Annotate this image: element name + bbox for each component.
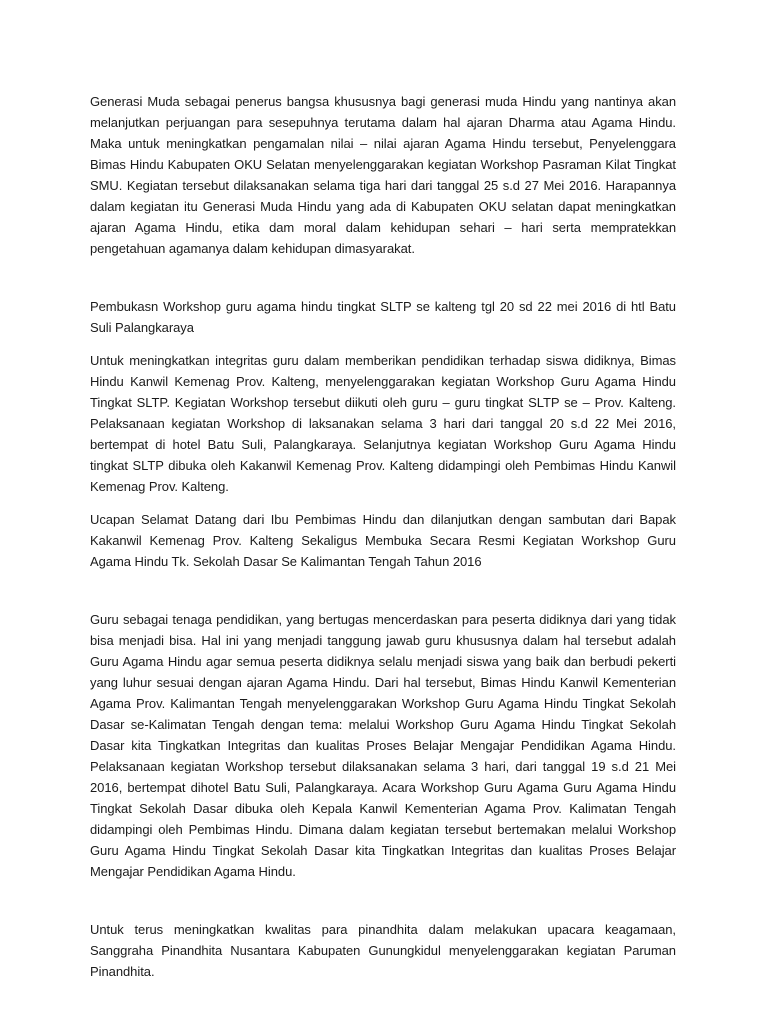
paragraph-spacer bbox=[90, 572, 676, 609]
paragraph-spacer bbox=[90, 882, 676, 919]
paragraph-integritas-guru: Untuk meningkatkan integritas guru dalam memberikan pendidikan terhadap siswa didiknya, Bimas Hindu Kanwil Kemenag Prov. Kalteng, menyelenggarakan kegiatan Workshop Guru Agama Hindu Tingkat SLTP. Kegiatan Workshop tersebut diikuti oleh guru – guru tingkat SLTP se – Prov. Kalteng. Pelaksanaan kegiatan Workshop di laksanakan selama 3 hari dari tanggal 20 s.d 22 Mei 2016, bertempat di hotel Batu Suli, Palangkaraya. Selanjutnya kegiatan Workshop Guru Agama Hindu tingkat SLTP dibuka oleh Kakanwil Kemenag Prov. Kalteng didampingi oleh Pembimas Hindu Kanwil Kemenag Prov. Kalteng. bbox=[90, 353, 676, 494]
paragraph-spacer bbox=[90, 497, 676, 509]
paragraph-guru-tenaga-pendidikan: Guru sebagai tenaga pendidikan, yang bertugas mencerdaskan para peserta didiknya dari yang tidak bisa menjadi bisa. Hal ini yang menjadi tanggung jawab guru khususnya dalam hal tersebut adalah Guru Agama Hindu agar semua peserta didiknya selalu menjadi siswa yang baik dan berbudi pekerti yang luhur sesuai dengan ajaran Agama Hindu. Dari hal tersebut, Bimas Hindu Kanwil Kementerian Agama Prov. Kalimantan Tengah menyelenggarakan Workshop Guru Agama Hindu Tingkat Sekolah Dasar se-Kalimatan Tengah dengan tema: melalui Workshop Guru Agama Hindu Tingkat Sekolah Dasar kita Tingkatkan Integritas dan kualitas Proses Belajar Mengajar Pendidikan Agama Hindu. Pelaksanaan kegiatan Workshop tersebut dilaksanakan selama 3 hari, dari tanggal 19 s.d 21 Mei 2016, bertempat dihotel Batu Suli, Palangkaraya. Acara Workshop Guru Agama Guru Agama Hindu Tingkat Sekolah Dasar dibuka oleh Kepala Kanwil Kementerian Agama Prov. Kalimatan Tengah didampingi oleh Pembimas Hindu. Dimana dalam kegiatan tersebut bertemakan melalui Workshop Guru Agama Hindu Tingkat Sekolah Dasar kita Tingkatkan Integritas dan kualitas Proses Belajar Mengajar Pendidikan Agama Hindu. bbox=[90, 612, 676, 879]
paragraph-pinandhita: Untuk terus meningkatkan kwalitas para pinandhita dalam melakukan upacara keagamaan, Sanggraha Pinandhita Nusantara Kabupaten Gunungkidul menyelenggarakan kegiatan Paruman Pinandhita. bbox=[90, 922, 676, 979]
paragraph-generasi-muda: Generasi Muda sebagai penerus bangsa khususnya bagi generasi muda Hindu yang nantinya akan melanjutkan perjuangan para sesepuhnya terutama dalam hal ajaran Dharma atau Agama Hindu. Maka untuk meningkatkan pengamalan nilai – nilai ajaran Agama Hindu tersebut, Penyelenggara Bimas Hindu Kabupaten OKU Selatan menyelenggarakan kegiatan Workshop Pasraman Kilat Tingkat SMU. Kegiatan tersebut dilaksanakan selama tiga hari dari tanggal 25 s.d 27 Mei 2016. Harapannya dalam kegiatan itu Generasi Muda Hindu yang ada di Kabupaten OKU selatan dapat meningkatkan ajaran Agama Hindu, etika dam moral dalam kehidupan sehari – hari serta mempratekkan pengetahuan agamanya dalam kehidupan dimasyarakat. bbox=[90, 94, 676, 256]
paragraph-ucapan-selamat-datang: Ucapan Selamat Datang dari Ibu Pembimas Hindu dan dilanjutkan dengan sambutan dari Bapak Kakanwil Kemenag Prov. Kalteng Sekaligus Membuka Secara Resmi Kegiatan Workshop Guru Agama Hindu Tk. Sekolah Dasar Se Kalimantan Tengah Tahun 2016 bbox=[90, 512, 676, 569]
paragraph-spacer bbox=[90, 338, 676, 350]
document-body bbox=[90, 91, 676, 982]
paragraph-pembukaan-workshop: Pembukasn Workshop guru agama hindu tingkat SLTP se kalteng tgl 20 sd 22 mei 2016 di htl Batu Suli Palangkaraya bbox=[90, 299, 676, 335]
paragraph-spacer bbox=[90, 259, 676, 296]
